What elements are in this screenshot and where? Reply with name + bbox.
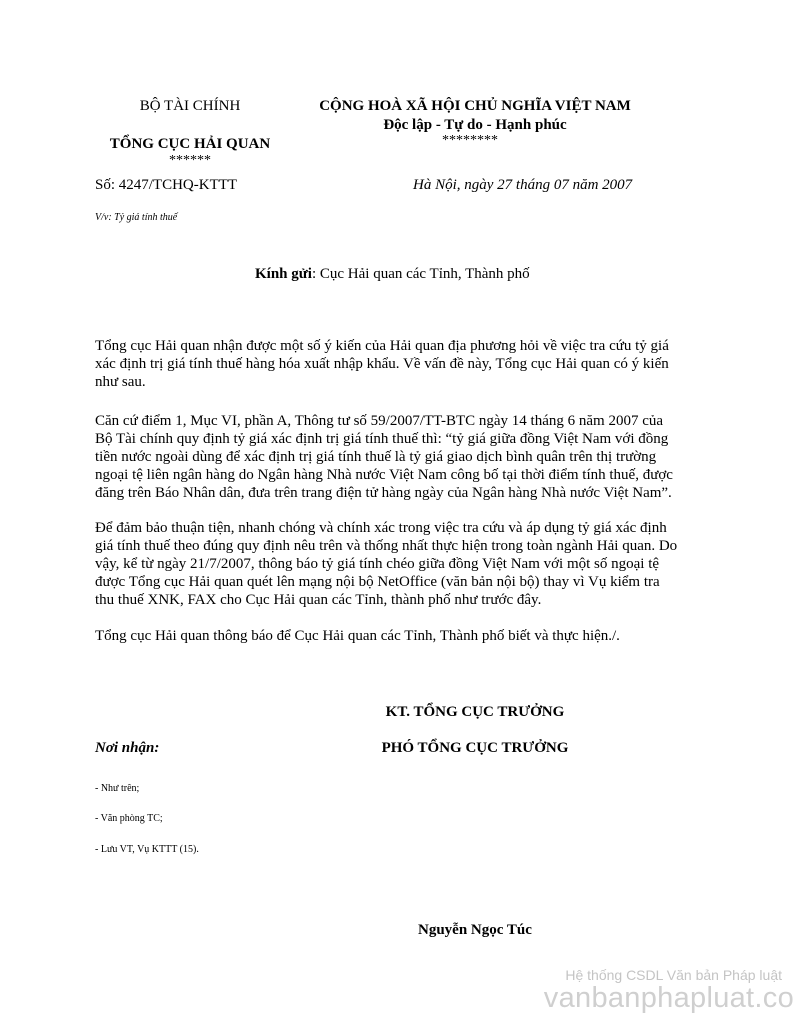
document-number: Số: 4247/TCHQ-KTTT: [95, 177, 238, 193]
recipients-label: Nơi nhận:: [95, 740, 160, 756]
department-name: TỔNG CỤC HẢI QUAN: [109, 136, 271, 152]
right-stars: ********: [442, 133, 498, 148]
watermark-line-2: vanbanphapluat.co: [543, 982, 794, 1014]
country-name: CỘNG HOÀ XÃ HỘI CHỦ NGHĨA VIỆT NAM: [319, 98, 631, 114]
recipient-item-2: - Văn phòng TC;: [95, 813, 163, 824]
recipient-item-3: - Lưu VT, Vụ KTTT (15).: [95, 844, 199, 855]
signature-title-2: PHÓ TỔNG CỤC TRƯỞNG: [381, 740, 569, 756]
watermark-line-1: Hệ thống CSDL Văn bản Pháp luật: [565, 967, 782, 983]
body-paragraph-2: Căn cứ điểm 1, Mục VI, phần A, Thông tư số 59/2007/TT-BTC ngày 14 tháng 6 năm 2007 của Bộ Tài chính quy định tỷ giá xác định trị giá tính thuế thì: “tỷ giá giữa đồng Việt Nam với đồng tiền nước ngoài dùng để xác định trị giá tính thuế là tỷ giá giao dịch bình quân trên thị trường ngoại tệ liên ngân hàng do Ngân hàng Nhà nước Việt Nam công bố tại thời điểm tính thuế, được đăng trên Báo Nhân dân, đưa trên trang điện tử hàng ngày của Ngân hàng Nhà nước Việt Nam”.: [95, 413, 673, 501]
ministry-name: BỘ TÀI CHÍNH: [139, 98, 241, 114]
signer-name: Nguyễn Ngọc Túc: [418, 922, 532, 938]
body-paragraph-4: Tổng cục Hải quan thông báo để Cục Hải quan các Tỉnh, Thành phố biết và thực hiện./.: [95, 628, 620, 644]
recipient-text: : Cục Hải quan các Tỉnh, Thành phố: [311, 266, 530, 282]
body-paragraph-1: Tổng cục Hải quan nhận được một số ý kiến của Hải quan địa phương hỏi về việc tra cứu tỷ giá xác định trị giá tính thuế hàng hóa xuất nhập khẩu. Về vấn đề này, Tổng cục Hải quan có ý kiến như sau.: [95, 338, 669, 390]
motto: Độc lập - Tự do - Hạnh phúc: [383, 117, 567, 133]
recipient-line: [255, 266, 530, 283]
body-paragraph-3: Để đảm bảo thuận tiện, nhanh chóng và chính xác trong việc tra cứu và áp dụng tỷ giá xác định giá tính thuế theo đúng quy định nêu trên và thống nhất thực hiện trong toàn ngành Hải quan. Do vậy, kể từ ngày 21/7/2007, thông báo tỷ giá tính chéo giữa đồng Việt Nam với một số ngoại tệ được Tổng cục Hải quan quét lên mạng nội bộ NetOffice (văn bản nội bộ) thay vì Vụ kiểm tra thu thuế XNK, FAX cho Cục Hải quan các Tỉnh, thành phố như trước đây.: [95, 520, 678, 608]
recipient-label: Kính gửi: [255, 266, 312, 282]
signature-title-1: KT. TỔNG CỤC TRƯỞNG: [385, 704, 565, 720]
place-date: Hà Nội, ngày 27 tháng 07 năm 2007: [413, 177, 633, 193]
recipient-item-1: - Như trên;: [95, 783, 140, 794]
subject-line: V/v: Tỷ giá tính thuế: [95, 212, 178, 223]
left-stars: ******: [169, 153, 211, 168]
